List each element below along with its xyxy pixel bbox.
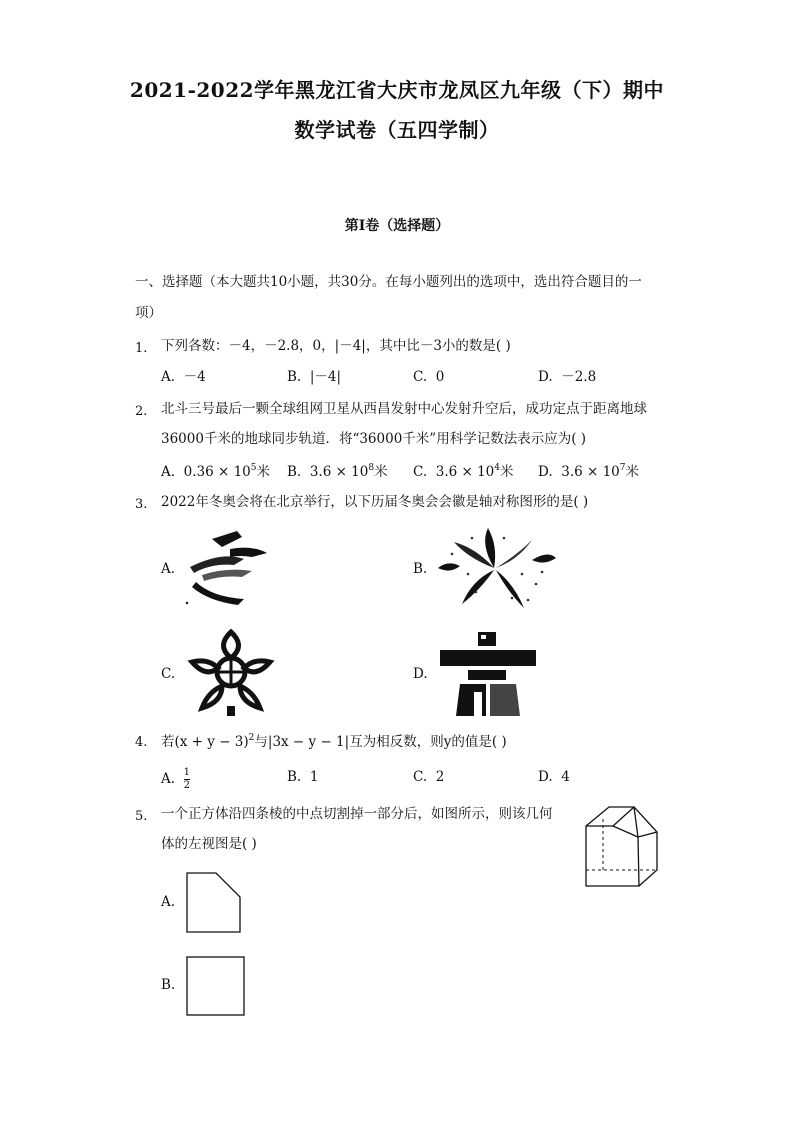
option-label: C.: [413, 769, 428, 785]
option-exponent: 5: [250, 463, 257, 473]
q4-option-b[interactable]: [287, 771, 318, 785]
q1-option-b[interactable]: [287, 371, 341, 385]
stem-part-2: 与|3x − y − 1|互为相反数，则y的值是( ): [254, 734, 507, 750]
option-label: D.: [538, 769, 553, 785]
q3-option-a-label[interactable]: A.: [161, 561, 176, 577]
stem-exponent: 2: [248, 733, 255, 743]
question-number: 1.: [135, 341, 148, 356]
q5-option-b-label[interactable]: B.: [161, 977, 176, 993]
q1-option-d[interactable]: [538, 371, 596, 385]
q4-option-c[interactable]: [413, 771, 444, 785]
q5-option-b-figure[interactable]: [186, 956, 246, 1017]
part-intro-line1: 一、选择题（本大题共10小题，共30分。在每小题列出的选项中，选出符合题目的一: [135, 274, 642, 290]
option-unit: 米: [374, 464, 388, 480]
option-base: 3.6 × 10: [309, 464, 369, 480]
q1-option-a[interactable]: [161, 371, 206, 385]
exam-title-line2: 数学试卷（五四学制）: [294, 118, 500, 142]
calgary-1988-emblem-image[interactable]: [186, 628, 276, 718]
section-heading: 第I卷（选择题）: [344, 218, 450, 234]
question-number: 4.: [135, 735, 148, 750]
option-text: |－4|: [309, 369, 341, 385]
question-number: 5.: [135, 809, 148, 824]
fraction: [184, 768, 190, 791]
q2-option-a[interactable]: [161, 464, 270, 480]
option-text: 0: [435, 369, 445, 385]
torino-2006-emblem-image[interactable]: [182, 527, 277, 609]
option-text: 2: [435, 769, 445, 785]
option-base: 3.6 × 10: [561, 464, 620, 480]
option-label: D.: [538, 464, 553, 480]
q2-option-c[interactable]: [413, 464, 514, 480]
option-label: A.: [161, 771, 176, 787]
fraction-numerator: 1: [183, 767, 191, 778]
option-label: A.: [161, 464, 176, 480]
question-1-stem: 下列各数：－4，－2.8，0，|－4|，其中比－3小的数是( ): [161, 338, 511, 354]
option-label: B.: [287, 369, 302, 385]
question-5-stem-line2: 体的左视图是( ): [161, 836, 257, 852]
q2-option-b[interactable]: [287, 464, 388, 480]
option-text: 4: [561, 769, 570, 785]
option-exponent: 8: [368, 463, 375, 473]
option-label: C.: [413, 464, 428, 480]
question-5-stem-line1: 一个正方体沿四条棱的中点切割掉一部分后，如图所示，则该几何: [161, 806, 553, 822]
part-intro-line2: 项）: [135, 305, 162, 321]
exam-title-line1: 2021-2022学年黑龙江省大庆市龙凤区九年级（下）期中: [129, 78, 665, 102]
cut-cube-figure: [583, 804, 661, 890]
option-exponent: 7: [619, 463, 626, 473]
question-3-stem: 2022年冬奥会将在北京举行，以下历届冬奥会会徽是轴对称图形的是( ): [161, 494, 589, 510]
question-2-stem-line1: 北斗三号最后一颗全球组网卫星从西昌发射中心发射升空后，成功定点于距离地球: [161, 401, 647, 417]
option-label: D.: [538, 369, 553, 385]
stem-part-1: 若(x + y − 3): [161, 734, 249, 750]
option-unit: 米: [625, 464, 640, 480]
q3-option-b-label[interactable]: B.: [413, 561, 428, 577]
q1-option-c[interactable]: [413, 371, 444, 385]
option-exponent: 4: [494, 463, 501, 473]
option-label: C.: [413, 369, 428, 385]
option-text: －4: [183, 369, 206, 385]
question-2-stem-line2: 36000千米的地球同步轨道．将“36000千米”用科学记数法表示应为( ): [161, 431, 587, 447]
option-text: 1: [309, 769, 319, 785]
q3-option-d-label[interactable]: D.: [413, 666, 428, 682]
question-number: 2.: [135, 404, 148, 419]
option-unit: 米: [500, 464, 514, 480]
nagano-1998-emblem-image[interactable]: [432, 524, 560, 614]
q5-option-a-label[interactable]: A.: [161, 894, 176, 910]
option-label: B.: [287, 464, 302, 480]
option-base: 3.6 × 10: [435, 464, 495, 480]
option-label: B.: [287, 769, 302, 785]
option-base: 0.36 × 10: [183, 464, 251, 480]
option-text: －2.8: [561, 369, 597, 385]
q3-option-c-label[interactable]: C.: [161, 666, 176, 682]
question-4-stem: [161, 734, 507, 750]
fraction-denominator: 2: [183, 780, 191, 791]
q4-option-d[interactable]: [538, 771, 570, 785]
question-number: 3.: [135, 497, 148, 512]
option-unit: 米: [256, 464, 271, 480]
option-label: A.: [161, 369, 176, 385]
q2-option-d[interactable]: [538, 464, 639, 480]
q4-option-a[interactable]: [161, 768, 190, 791]
q5-option-a-figure[interactable]: [186, 872, 242, 934]
vancouver-2010-inukshuk-image[interactable]: [438, 630, 538, 718]
